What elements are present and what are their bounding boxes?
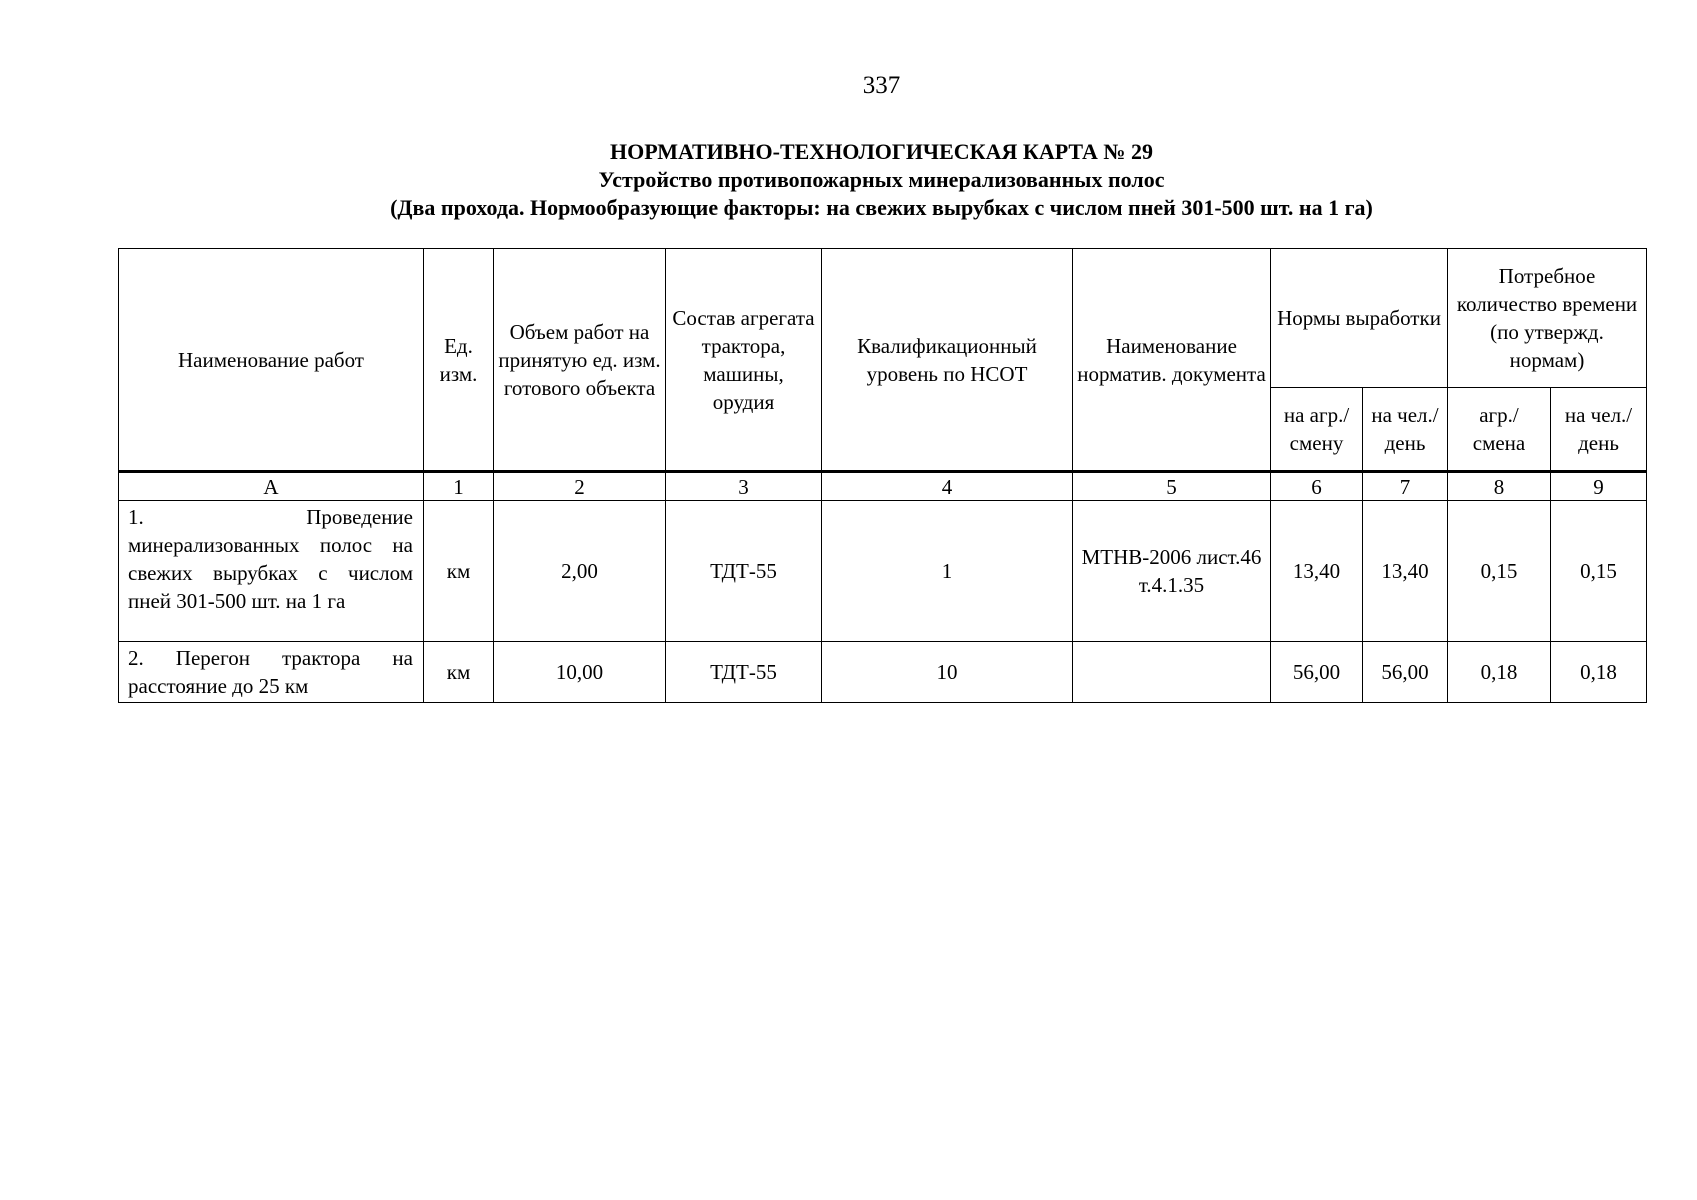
cell-time-agr: 0,15 xyxy=(1448,501,1551,642)
header-document: Наименование норматив. документа xyxy=(1073,249,1271,472)
column-index: 3 xyxy=(666,472,822,501)
header-norms-agr: на агр./ смену xyxy=(1271,388,1363,472)
column-index: 6 xyxy=(1271,472,1363,501)
cell-document xyxy=(1073,642,1271,703)
cell-composition: ТДТ-55 xyxy=(666,501,822,642)
cell-norm-agr: 56,00 xyxy=(1271,642,1363,703)
header-time: Потребное количество времени (по утвержд. нормам) xyxy=(1448,249,1647,388)
column-index: 9 xyxy=(1551,472,1647,501)
column-index: 2 xyxy=(494,472,666,501)
header-time-man: на чел./ день xyxy=(1551,388,1647,472)
cell-time-agr: 0,18 xyxy=(1448,642,1551,703)
table-row xyxy=(119,642,1647,703)
column-index-row xyxy=(119,472,1647,501)
cell-time-man: 0,15 xyxy=(1551,501,1647,642)
document-title: НОРМАТИВНО-ТЕХНОЛОГИЧЕСКАЯ КАРТА № 29 xyxy=(609,139,1153,164)
cell-unit: км xyxy=(424,642,494,703)
cell-unit: км xyxy=(424,501,494,642)
cell-norm-agr: 13,40 xyxy=(1271,501,1363,642)
header-composition: Состав агрегата трактора, машины, орудия xyxy=(666,249,822,472)
cell-composition: ТДТ-55 xyxy=(666,642,822,703)
cell-work-name: 1. Проведение минерализованных полос на свежих вырубках с числом пней 301-500 шт. на 1 га xyxy=(119,501,424,642)
header-volume: Объем работ на принятую ед. изм. готового объекта xyxy=(494,249,666,472)
column-index: А xyxy=(119,472,424,501)
cell-document: МТНВ-2006 лист.46 т.4.1.35 xyxy=(1073,501,1271,642)
column-index: 4 xyxy=(822,472,1073,501)
cell-volume: 2,00 xyxy=(494,501,666,642)
document-subtitle: Устройство противопожарных минерализованных полос xyxy=(598,167,1165,192)
cell-norm-man: 56,00 xyxy=(1363,642,1448,703)
cell-qualification: 1 xyxy=(822,501,1073,642)
cell-time-man: 0,18 xyxy=(1551,642,1647,703)
table-row xyxy=(119,501,1647,642)
column-index: 7 xyxy=(1363,472,1448,501)
header-unit: Ед. изм. xyxy=(424,249,494,472)
header-qualification: Квалификационный уровень по НСОТ xyxy=(822,249,1073,472)
header-norms-man: на чел./ день xyxy=(1363,388,1448,472)
norms-table xyxy=(118,248,1647,703)
document-conditions: (Два прохода. Нормообразующие факторы: на свежих вырубках с числом пней 301-500 шт. на 1 га) xyxy=(390,195,1373,220)
column-index: 8 xyxy=(1448,472,1551,501)
cell-work-name: 2. Перегон трактора на расстояние до 25 км xyxy=(119,642,424,703)
column-index: 1 xyxy=(424,472,494,501)
cell-volume: 10,00 xyxy=(494,642,666,703)
cell-qualification: 10 xyxy=(822,642,1073,703)
document-heading xyxy=(0,138,1697,222)
cell-norm-man: 13,40 xyxy=(1363,501,1448,642)
page-number: 337 xyxy=(862,72,901,99)
header-work-name: Наименование работ xyxy=(119,249,424,472)
header-time-agr: агр./ смена xyxy=(1448,388,1551,472)
column-index: 5 xyxy=(1073,472,1271,501)
header-norms: Нормы выработки xyxy=(1271,249,1448,388)
